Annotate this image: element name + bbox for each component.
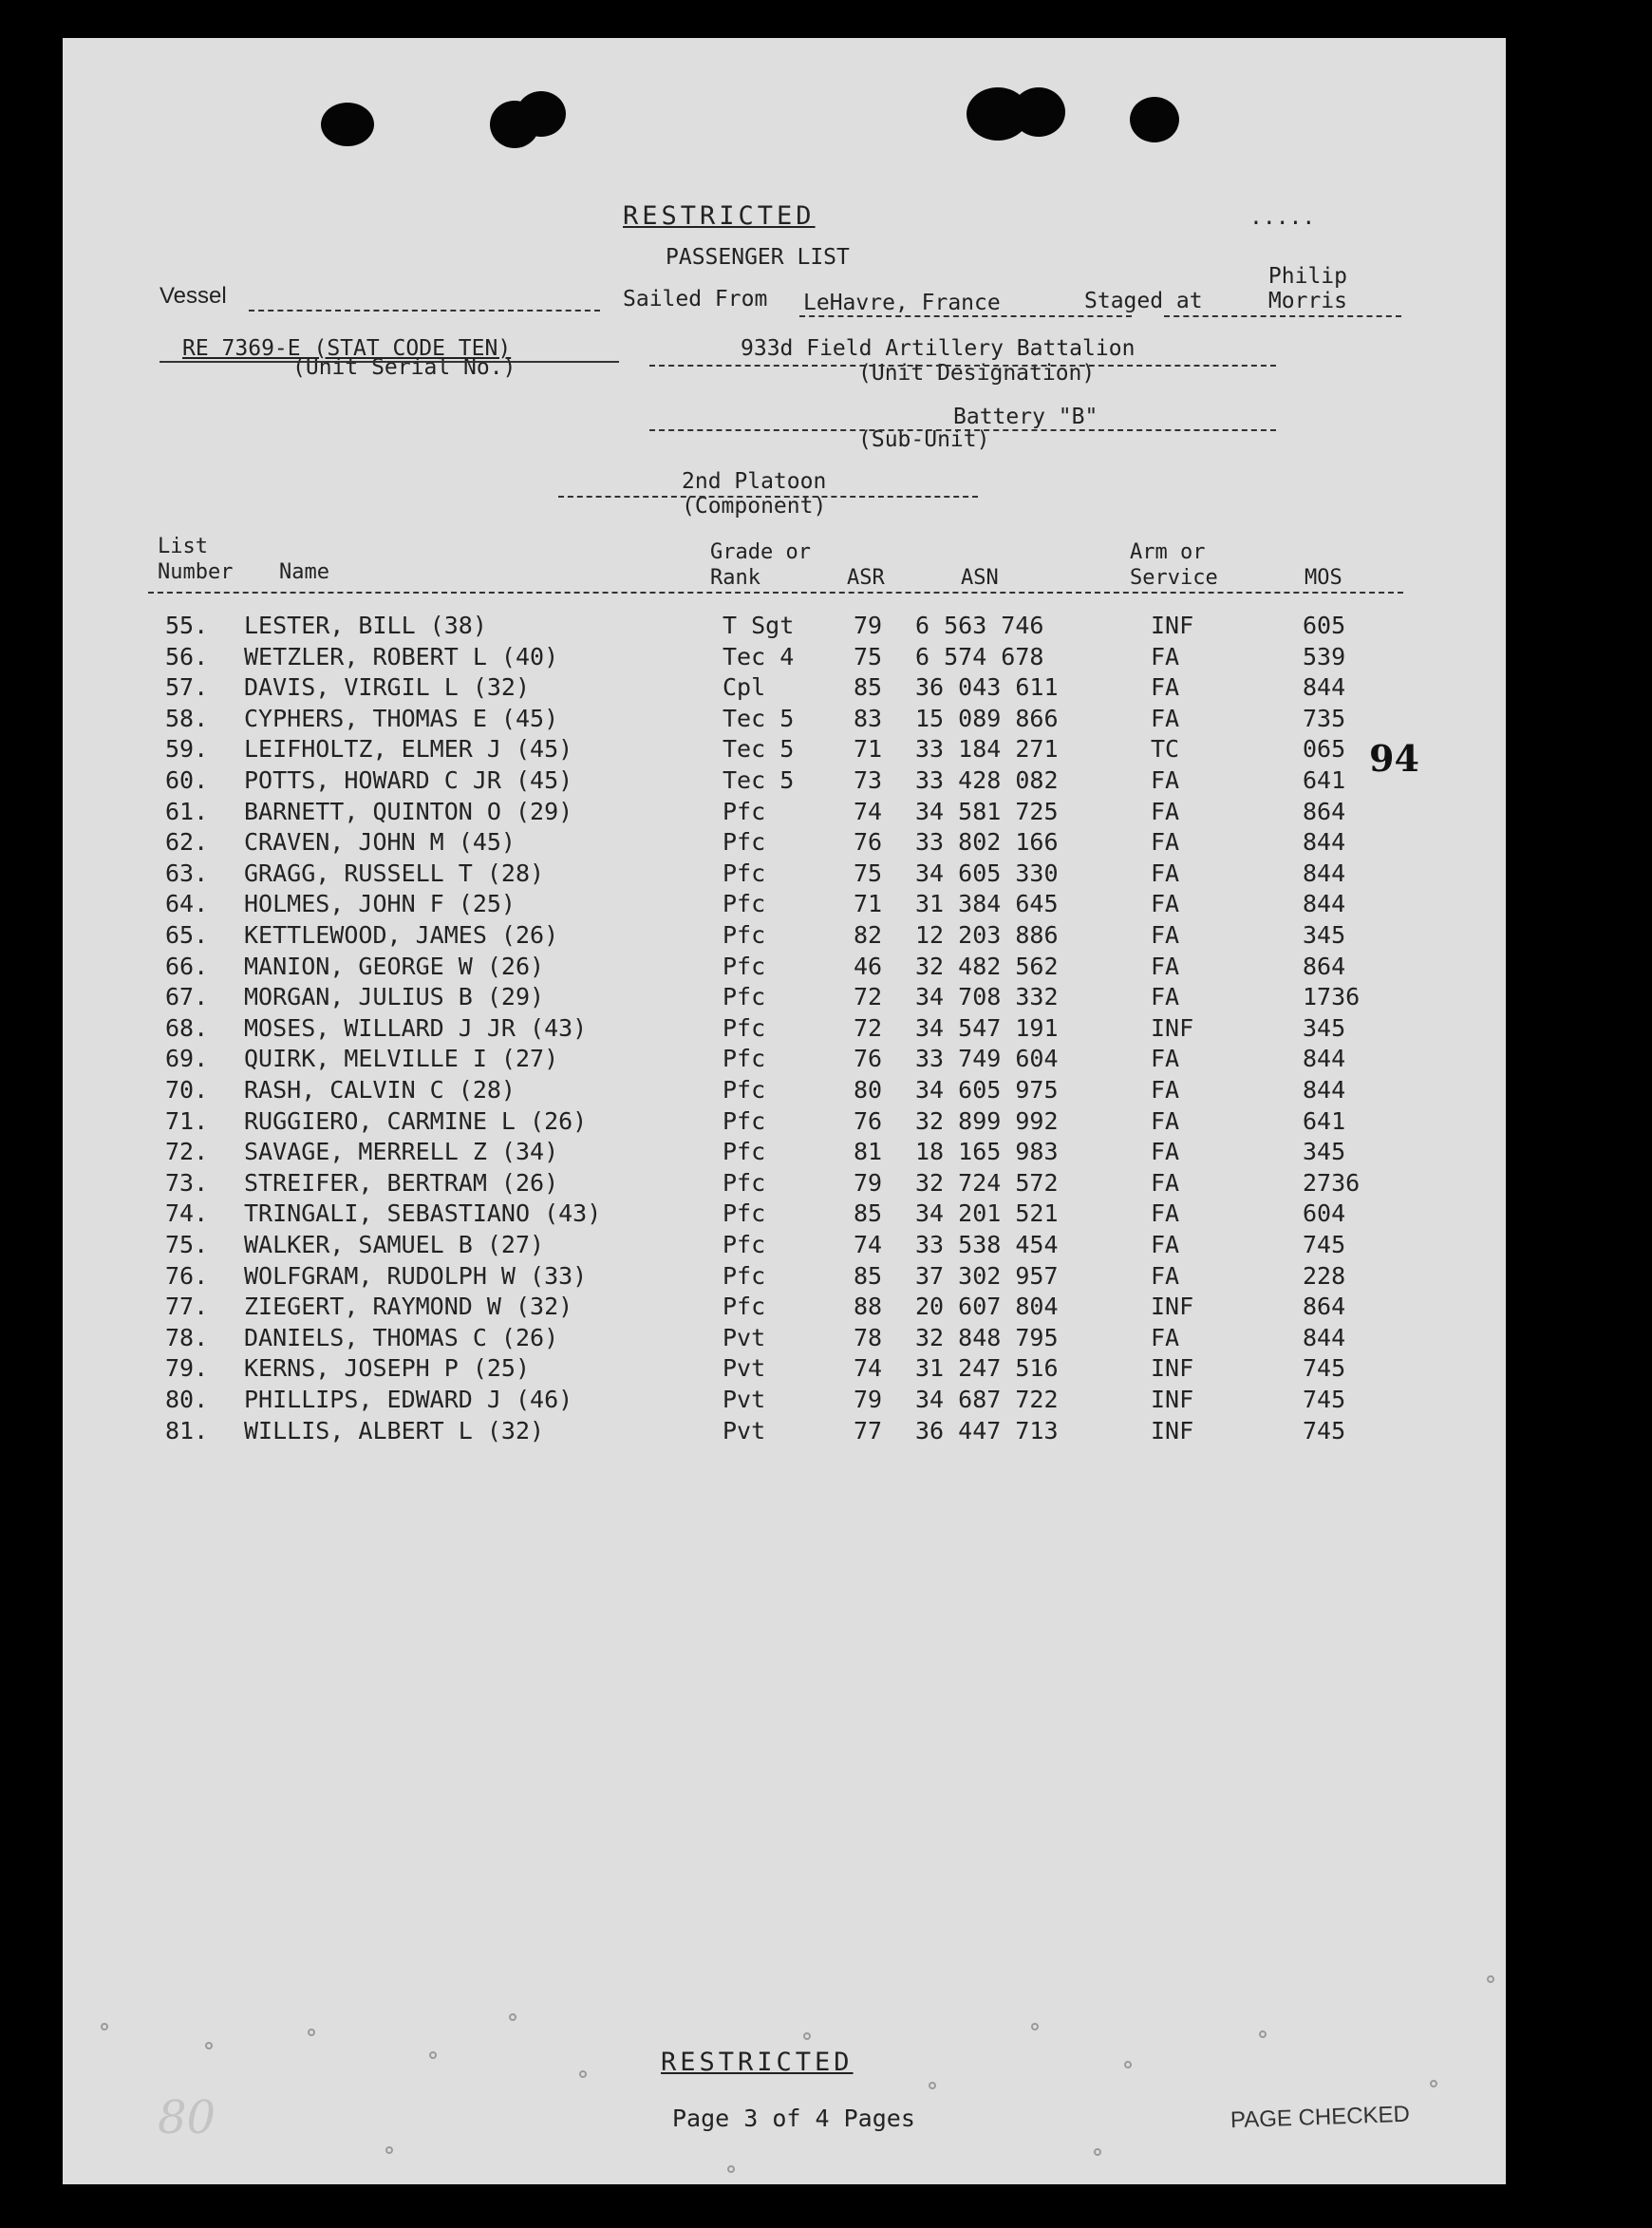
unit-designation-caption: (Unit Designation)	[858, 361, 1096, 386]
cell-asr: 79	[854, 1168, 883, 1197]
cell-asn: 34 581 725	[915, 797, 1059, 825]
cell-grade: Tec 5	[723, 766, 795, 794]
cell-num: 76.	[165, 1261, 209, 1290]
cell-asr: 72	[854, 1013, 883, 1042]
cell-arm: INF	[1151, 1013, 1194, 1042]
cell-name: LESTER, BILL (38)	[244, 612, 487, 639]
cell-num: 74.	[165, 1199, 209, 1228]
cell-arm: FA	[1151, 1199, 1180, 1228]
cell-arm: FA	[1151, 797, 1180, 825]
speck	[308, 2029, 315, 2036]
col-list-number	[158, 534, 233, 585]
cell-name: ZIEGERT, RAYMOND W (32)	[244, 1293, 573, 1321]
cell-num: 79.	[165, 1354, 209, 1383]
cell-arm: INF	[1151, 1416, 1194, 1444]
cell-grade: Pfc	[723, 952, 766, 980]
cell-arm: TC	[1151, 735, 1180, 764]
cell-asn: 12 203 886	[915, 921, 1059, 949]
cell-mos: 844	[1303, 828, 1346, 857]
cell-grade: Pvt	[723, 1416, 766, 1444]
cell-mos: 745	[1303, 1386, 1346, 1413]
cell-mos: 065	[1303, 735, 1346, 764]
cell-num: 69.	[165, 1045, 209, 1073]
punch-hole	[516, 91, 566, 137]
cell-asr: 74	[854, 1231, 883, 1258]
cell-grade: Pvt	[723, 1354, 766, 1383]
cell-grade: Tec 4	[723, 642, 795, 670]
cell-mos: 864	[1303, 797, 1346, 825]
cell-asn: 36 043 611	[915, 673, 1059, 702]
cell-asr: 85	[854, 673, 883, 702]
cell-asn: 33 184 271	[915, 735, 1059, 764]
cell-asn: 36 447 713	[915, 1416, 1059, 1444]
speck	[727, 2165, 735, 2173]
cell-name: DAVIS, VIRGIL L (32)	[244, 673, 531, 702]
cell-grade: T Sgt	[723, 612, 795, 639]
cell-asn: 20 607 804	[915, 1293, 1059, 1321]
speck	[1430, 2080, 1437, 2087]
cell-arm: FA	[1151, 1261, 1180, 1290]
cell-arm: INF	[1151, 1386, 1194, 1413]
cell-num: 64.	[165, 890, 209, 918]
cell-name: WILLIS, ALBERT L (32)	[244, 1416, 545, 1444]
cell-arm: FA	[1151, 983, 1180, 1011]
cell-name: POTTS, HOWARD C JR (45)	[244, 766, 573, 794]
cell-asr: 77	[854, 1416, 883, 1444]
speck	[929, 2082, 936, 2089]
cell-mos: 735	[1303, 704, 1346, 732]
cell-grade: Pfc	[723, 1013, 766, 1042]
col-arm-line1: Arm or	[1130, 540, 1206, 564]
cell-asn: 34 547 191	[915, 1013, 1059, 1042]
cell-num: 55.	[165, 612, 209, 639]
cell-name: MANION, GEORGE W (26)	[244, 952, 545, 980]
cell-name: WOLFGRAM, RUDOLPH W (33)	[244, 1261, 588, 1290]
cell-mos: 745	[1303, 1416, 1346, 1444]
cell-asr: 72	[854, 983, 883, 1011]
cell-num: 59.	[165, 735, 209, 764]
cell-asn: 34 605 330	[915, 859, 1059, 887]
cell-asr: 76	[854, 1045, 883, 1073]
cell-num: 70.	[165, 1076, 209, 1104]
col-grade-line1: Grade or	[710, 540, 811, 564]
cell-mos: 539	[1303, 642, 1346, 670]
cell-mos: 844	[1303, 1323, 1346, 1351]
cell-num: 56.	[165, 642, 209, 670]
cell-mos: 605	[1303, 612, 1346, 639]
cell-asr: 80	[854, 1076, 883, 1104]
cell-arm: FA	[1151, 766, 1180, 794]
cell-name: WALKER, SAMUEL B (27)	[244, 1231, 545, 1258]
cell-grade: Pfc	[723, 1076, 766, 1104]
cell-asr: 79	[854, 1386, 883, 1413]
cell-asr: 85	[854, 1199, 883, 1228]
col-mos: MOS	[1305, 566, 1342, 590]
cell-asn: 32 848 795	[915, 1323, 1059, 1351]
cell-arm: FA	[1151, 921, 1180, 949]
cell-num: 73.	[165, 1168, 209, 1197]
staged-at-line	[1164, 315, 1401, 317]
cell-grade: Pfc	[723, 1045, 766, 1073]
cell-grade: Pfc	[723, 1261, 766, 1290]
cell-asr: 71	[854, 890, 883, 918]
page-checked-stamp: PAGE CHECKED	[1230, 2101, 1411, 2134]
cell-mos: 844	[1303, 1045, 1346, 1073]
header-underline	[148, 592, 1403, 594]
col-list-number-line1: List	[158, 535, 208, 558]
cell-num: 75.	[165, 1231, 209, 1258]
unit-serial-value: RE 7369-E (STAT CODE TEN)	[182, 336, 512, 361]
table-row	[63, 1417, 1506, 1455]
cell-num: 57.	[165, 673, 209, 702]
cell-mos: 345	[1303, 921, 1346, 949]
cell-asr: 75	[854, 859, 883, 887]
unit-serial-caption: (Unit Serial No.)	[292, 355, 516, 380]
handwritten-number: 80	[158, 2091, 216, 2144]
cell-asr: 46	[854, 952, 883, 980]
cell-mos: 745	[1303, 1354, 1346, 1383]
cell-grade: Pfc	[723, 1106, 766, 1135]
cell-mos: 745	[1303, 1231, 1346, 1258]
vessel-line	[249, 310, 600, 312]
cell-mos: 345	[1303, 1138, 1346, 1166]
cell-arm: INF	[1151, 612, 1194, 639]
cell-name: GRAGG, RUSSELL T (28)	[244, 859, 545, 887]
cell-num: 62.	[165, 828, 209, 857]
staged-at-label: Staged at	[1084, 289, 1203, 313]
cell-arm: FA	[1151, 859, 1180, 887]
cell-arm: FA	[1151, 1106, 1180, 1135]
col-arm-line2: Service	[1130, 566, 1218, 590]
restricted-heading: RESTRICTED	[623, 201, 816, 231]
cell-name: STREIFER, BERTRAM (26)	[244, 1168, 559, 1197]
cell-mos: 228	[1303, 1261, 1346, 1290]
cell-name: RUGGIERO, CARMINE L (26)	[244, 1106, 588, 1135]
unit-designation-value: 933d Field Artillery Battalion	[741, 336, 1136, 361]
cell-asr: 75	[854, 642, 883, 670]
cell-asr: 71	[854, 735, 883, 764]
cell-num: 71.	[165, 1106, 209, 1135]
speck	[509, 2013, 516, 2021]
cell-arm: FA	[1151, 952, 1180, 980]
cell-asn: 34 708 332	[915, 983, 1059, 1011]
cell-mos: 844	[1303, 673, 1346, 702]
cell-arm: INF	[1151, 1354, 1194, 1383]
cell-asn: 34 201 521	[915, 1199, 1059, 1228]
cell-mos: 641	[1303, 1106, 1346, 1135]
speck	[1259, 2030, 1267, 2038]
sub-unit-value: Battery "B"	[953, 405, 1098, 429]
cell-name: RASH, CALVIN C (28)	[244, 1076, 516, 1104]
cell-asr: 76	[854, 1106, 883, 1135]
unit-designation-line	[649, 365, 1276, 367]
cell-num: 68.	[165, 1013, 209, 1042]
cell-arm: FA	[1151, 704, 1180, 732]
cell-num: 67.	[165, 983, 209, 1011]
dots: .....	[1249, 205, 1316, 230]
speck	[1487, 1975, 1494, 1983]
punch-hole	[1012, 87, 1065, 137]
cell-mos: 345	[1303, 1013, 1346, 1042]
speck	[803, 2032, 811, 2040]
cell-arm: FA	[1151, 1045, 1180, 1073]
document-page	[63, 38, 1506, 2184]
cell-grade: Pvt	[723, 1386, 766, 1413]
cell-arm: FA	[1151, 642, 1180, 670]
cell-grade: Pfc	[723, 1199, 766, 1228]
cell-arm: FA	[1151, 1231, 1180, 1258]
cell-arm: INF	[1151, 1293, 1194, 1321]
speck	[429, 2051, 437, 2059]
cell-grade: Pfc	[723, 859, 766, 887]
cell-num: 81.	[165, 1416, 209, 1444]
unit-serial-line	[160, 361, 619, 363]
punch-hole	[1130, 97, 1179, 142]
cell-asr: 82	[854, 921, 883, 949]
cell-asn: 32 724 572	[915, 1168, 1059, 1197]
component-line	[558, 496, 978, 498]
col-name: Name	[279, 560, 329, 584]
cell-name: BARNETT, QUINTON O (29)	[244, 797, 573, 825]
cell-grade: Pfc	[723, 1168, 766, 1197]
cell-asr: 81	[854, 1138, 883, 1166]
cell-asr: 83	[854, 704, 883, 732]
cell-num: 66.	[165, 952, 209, 980]
cell-name: LEIFHOLTZ, ELMER J (45)	[244, 735, 573, 764]
sailed-from-label: Sailed From	[623, 287, 768, 312]
cell-grade: Pfc	[723, 828, 766, 857]
speck	[1031, 2023, 1039, 2030]
cell-asr: 73	[854, 766, 883, 794]
cell-num: 80.	[165, 1386, 209, 1413]
cell-mos: 844	[1303, 890, 1346, 918]
cell-name: KERNS, JOSEPH P (25)	[244, 1354, 531, 1383]
cell-name: PHILLIPS, EDWARD J (46)	[244, 1386, 573, 1413]
cell-mos: 604	[1303, 1199, 1346, 1228]
cell-asr: 88	[854, 1293, 883, 1321]
cell-arm: FA	[1151, 1076, 1180, 1104]
cell-mos: 2736	[1303, 1168, 1361, 1197]
cell-asr: 74	[854, 1354, 883, 1383]
speck	[101, 2023, 108, 2030]
stamp-number: 94	[1369, 737, 1419, 780]
cell-arm: FA	[1151, 828, 1180, 857]
col-asr: ASR	[847, 566, 885, 590]
cell-asn: 6 563 746	[915, 612, 1044, 639]
cell-asr: 76	[854, 828, 883, 857]
cell-mos: 1736	[1303, 983, 1361, 1011]
cell-mos: 864	[1303, 1293, 1346, 1321]
cell-name: TRINGALI, SEBASTIANO (43)	[244, 1199, 602, 1228]
cell-mos: 864	[1303, 952, 1346, 980]
cell-grade: Pfc	[723, 1293, 766, 1321]
cell-grade: Cpl	[723, 673, 766, 702]
speck	[1094, 2148, 1101, 2156]
cell-asr: 74	[854, 797, 883, 825]
cell-arm: FA	[1151, 673, 1180, 702]
speck	[1124, 2061, 1132, 2068]
cell-num: 78.	[165, 1323, 209, 1351]
cell-num: 60.	[165, 766, 209, 794]
cell-asn: 33 538 454	[915, 1231, 1059, 1258]
speck	[205, 2042, 213, 2049]
cell-asn: 37 302 957	[915, 1261, 1059, 1290]
cell-grade: Pfc	[723, 797, 766, 825]
cell-asr: 78	[854, 1323, 883, 1351]
punch-hole	[321, 103, 374, 146]
component-caption: (Component)	[682, 494, 827, 519]
sailed-from-value: LeHavre, France	[803, 291, 1001, 315]
cell-name: MORGAN, JULIUS B (29)	[244, 983, 545, 1011]
cell-asn: 32 899 992	[915, 1106, 1059, 1135]
cell-grade: Pfc	[723, 1231, 766, 1258]
cell-asn: 33 749 604	[915, 1045, 1059, 1073]
cell-asr: 79	[854, 612, 883, 639]
sub-unit-caption: (Sub-Unit)	[858, 427, 990, 452]
cell-name: QUIRK, MELVILLE I (27)	[244, 1045, 559, 1073]
cell-mos: 641	[1303, 766, 1346, 794]
cell-num: 77.	[165, 1293, 209, 1321]
vessel-label: Vessel	[160, 283, 227, 309]
cell-arm: FA	[1151, 1168, 1180, 1197]
cell-asn: 6 574 678	[915, 642, 1044, 670]
cell-num: 65.	[165, 921, 209, 949]
cell-name: MOSES, WILLARD J JR (43)	[244, 1013, 588, 1042]
cell-name: DANIELS, THOMAS C (26)	[244, 1323, 559, 1351]
cell-asr: 85	[854, 1261, 883, 1290]
cell-grade: Pfc	[723, 890, 766, 918]
cell-num: 61.	[165, 797, 209, 825]
col-asn: ASN	[961, 566, 999, 590]
cell-name: HOLMES, JOHN F (25)	[244, 890, 516, 918]
col-arm	[1130, 539, 1218, 591]
cell-asn: 34 687 722	[915, 1386, 1059, 1413]
cell-name: CYPHERS, THOMAS E (45)	[244, 704, 559, 732]
cell-name: SAVAGE, MERRELL Z (34)	[244, 1138, 559, 1166]
cell-asn: 18 165 983	[915, 1138, 1059, 1166]
cell-arm: FA	[1151, 890, 1180, 918]
speck	[385, 2146, 393, 2154]
col-list-number-line2: Number	[158, 560, 234, 584]
col-grade-line2: Rank	[710, 566, 760, 590]
cell-asn: 15 089 866	[915, 704, 1059, 732]
cell-grade: Pfc	[723, 921, 766, 949]
cell-grade: Pfc	[723, 1138, 766, 1166]
cell-asn: 32 482 562	[915, 952, 1059, 980]
sub-unit-line	[649, 429, 1276, 431]
cell-num: 63.	[165, 859, 209, 887]
component-value: 2nd Platoon	[682, 469, 827, 494]
cell-mos: 844	[1303, 1076, 1346, 1104]
cell-mos: 844	[1303, 859, 1346, 887]
sailed-from-line	[799, 315, 1132, 317]
cell-name: WETZLER, ROBERT L (40)	[244, 642, 559, 670]
cell-arm: FA	[1151, 1323, 1180, 1351]
cell-name: CRAVEN, JOHN M (45)	[244, 828, 516, 857]
cell-num: 58.	[165, 704, 209, 732]
cell-name: KETTLEWOOD, JAMES (26)	[244, 921, 559, 949]
cell-asn: 31 384 645	[915, 890, 1059, 918]
col-grade	[710, 539, 811, 591]
cell-grade: Pvt	[723, 1323, 766, 1351]
page-number: Page 3 of 4 Pages	[672, 2105, 915, 2132]
cell-grade: Tec 5	[723, 704, 795, 732]
restricted-footer: RESTRICTED	[661, 2048, 854, 2077]
cell-grade: Tec 5	[723, 735, 795, 764]
cell-asn: 33 802 166	[915, 828, 1059, 857]
list-title: PASSENGER LIST	[666, 245, 850, 270]
staged-at-value: Philip Morris	[1267, 264, 1347, 313]
cell-asn: 33 428 082	[915, 766, 1059, 794]
cell-asn: 31 247 516	[915, 1354, 1059, 1383]
speck	[579, 2070, 587, 2078]
cell-num: 72.	[165, 1138, 209, 1166]
cell-arm: FA	[1151, 1138, 1180, 1166]
cell-asn: 34 605 975	[915, 1076, 1059, 1104]
cell-grade: Pfc	[723, 983, 766, 1011]
